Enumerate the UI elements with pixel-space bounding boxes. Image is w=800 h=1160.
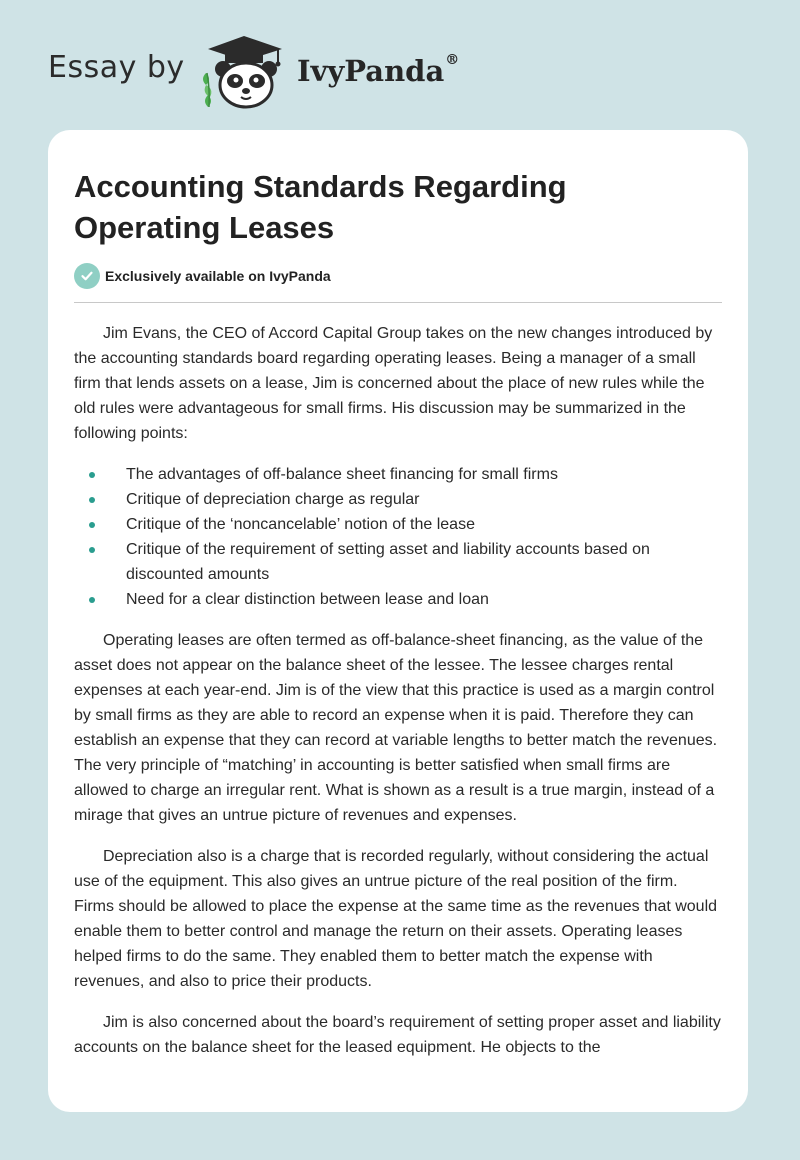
site-header <box>0 0 800 130</box>
list-item-text: The advantages of off-balance sheet financing for small firms <box>126 466 558 483</box>
article-title: Accounting Standards Regarding Operating Leases <box>74 169 567 245</box>
exclusive-badge <box>74 263 331 289</box>
paragraph: Operating leases are often termed as off-balance-sheet financing, as the value of the asset does not appear on the balance sheet of the lessee. The lessee charges rental expenses at each year-end. Jim is of the view that this practice is used as a margin control by small firms as they are able to record an expense when it is paid. Therefore they can establish an expense that they can record at variable lengths to better match the revenues. The very principle of “matching’ in accounting is better satisfied when small firms are allowed to charge an irregular rent. What is shown as a result is a true margin, instead of a mirage that gives an untrue picture of revenues and expenses. <box>74 632 718 824</box>
paragraph-intro: Jim Evans, the CEO of Accord Capital Group takes on the new changes introduced by the accounting standards board regarding operating leases. Being a manager of a small firm that lends assets on a lease, Jim is concerned about the place of new rules while the old rules were advantageous for small firms. His discussion may be summarized in the following points: <box>74 325 713 442</box>
essay-by-label: Essay by <box>48 50 185 85</box>
registered-mark: ® <box>445 52 460 68</box>
exclusive-label: Exclusively available on IvyPanda <box>105 268 331 284</box>
panda-graduate-icon[interactable] <box>198 33 294 109</box>
bullet-icon <box>89 497 95 503</box>
list-item <box>74 462 722 487</box>
list-item-text: Critique of the requirement of setting asset and liability accounts based on discounted amounts <box>126 541 650 583</box>
bullet-icon <box>89 472 95 478</box>
list-item <box>74 487 722 512</box>
brand-logo[interactable] <box>297 54 459 88</box>
paragraph: Depreciation also is a charge that is recorded regularly, without considering the actual use of the equipment. This also gives an untrue picture of the real position of the firm. Firms should be allowed to place the expense at the same time as the revenues that would enable them to better control and manage the return on their assets. Operating leases helped firms to do the same. They enabled them to better match the expense with revenues, and also to price their products. <box>74 848 718 990</box>
summary-points-list <box>74 462 722 612</box>
bullet-icon <box>89 522 95 528</box>
divider <box>74 302 722 303</box>
list-item <box>74 587 722 612</box>
paragraph: Jim is also concerned about the board’s requirement of setting proper asset and liability accounts on the balance sheet for the leased equipment. He objects to the <box>74 1014 721 1056</box>
list-item <box>74 512 722 537</box>
brand-name: IvyPanda <box>297 54 445 88</box>
article-card <box>48 130 748 1112</box>
list-item-text: Critique of depreciation charge as regular <box>126 491 420 508</box>
bullet-icon <box>89 547 95 553</box>
list-item-text: Need for a clear distinction between lease and loan <box>126 591 489 608</box>
check-icon <box>74 263 100 289</box>
article-body <box>74 321 722 1076</box>
bullet-icon <box>89 597 95 603</box>
list-item <box>74 537 722 587</box>
list-item-text: Critique of the ‘noncancelable’ notion of the lease <box>126 516 475 533</box>
